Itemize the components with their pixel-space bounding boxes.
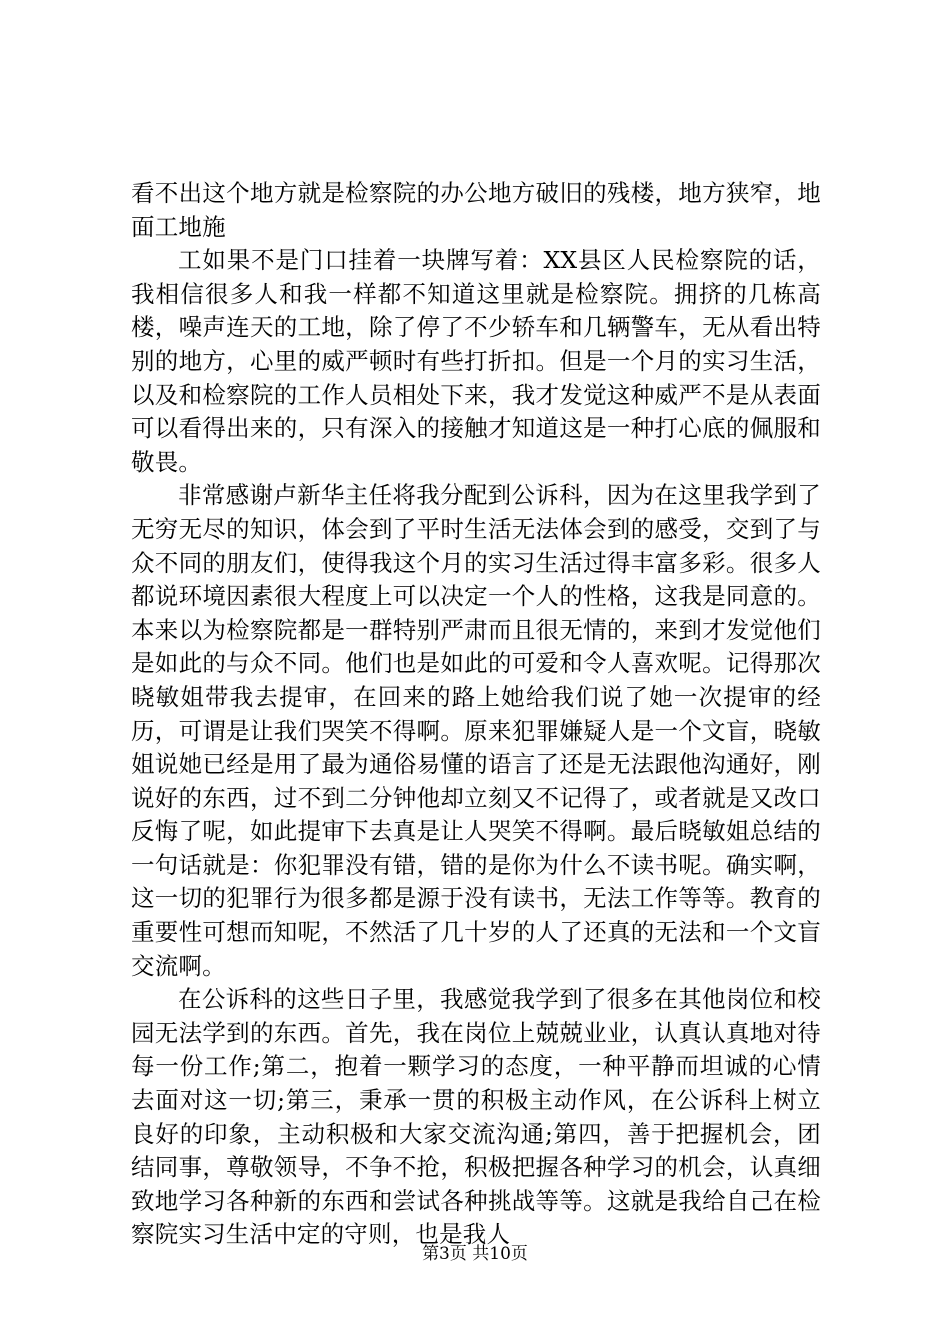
paragraph-1: 看不出这个地方就是检察院的办公地方破旧的残楼，地方狭窄，地面工地施 [131,179,821,241]
paragraph-3: 非常感谢卢新华主任将我分配到公诉科，因为在这里我学到了无穷无尽的知识，体会到了平时生活无法体会到的感受，交到了与众不同的朋友们，使得我这个月的实习生活过得丰富多彩。很多人都说环境因素很大程度上可以决定一个人的性格，这我是同意的。本来以为检察院都是一群特别严肃而且很无情的，来到才发觉他们是如此的与众不同。他们也是如此的可爱和令人喜欢呢。记得那次晓敏姐带我去提审，在回来的路上她给我们说了她一次提审的经历，可谓是让我们哭笑不得啊。原来犯罪嫌疑人是一个文盲，晓敏姐说她已经是用了最为通俗易懂的语言了还是无法跟他沟通好，刚说好的东西，过不到二分钟他却立刻又不记得了，或者就是又改口反悔了呢，如此提审下去真是让人哭笑不得啊。最后晓敏姐总结的一句话就是：你犯罪没有错，错的是你为什么不读书呢。确实啊，这一切的犯罪行为很多都是源于没有读书，无法工作等等。教育的重要性可想而知呢，不然活了几十岁的人了还真的无法和一个文盲交流啊。 [131,481,821,980]
paragraph-2: 工如果不是门口挂着一块牌写着：XX县区人民检察院的话，我相信很多人和我一样都不知道这里就是检察院。拥挤的几栋高楼，噪声连天的工地，除了停了不少轿车和几辆警车，无从看出特别的地方，心里的威严顿时有些打折扣。但是一个月的实习生活，以及和检察院的工作人员相处下来，我才发觉这种威严不是从表面可以看得出来的，只有深入的接触才知道这是一种打心底的佩服和敬畏。 [131,246,821,476]
paragraph-4: 在公诉科的这些日子里，我感觉我学到了很多在其他岗位和校园无法学到的东西。首先，我在岗位上兢兢业业，认真认真地对待每一份工作;第二，抱着一颗学习的态度，一种平静而坦诚的心情去面对这一切;第三，秉承一贯的积极主动作风，在公诉科上树立良好的印象，主动积极和大家交流沟通;第四，善于把握机会，团结同事，尊敬领导，不争不抢，积极把握各种学习的机会，认真细致地学习各种新的东西和尝试各种挑战等等。这就是我给自己在检察院实习生活中定的守则，也是我人 [131,985,821,1249]
document-body [131,177,821,1252]
page-number-footer: 第3页 共10页 [422,1244,528,1264]
